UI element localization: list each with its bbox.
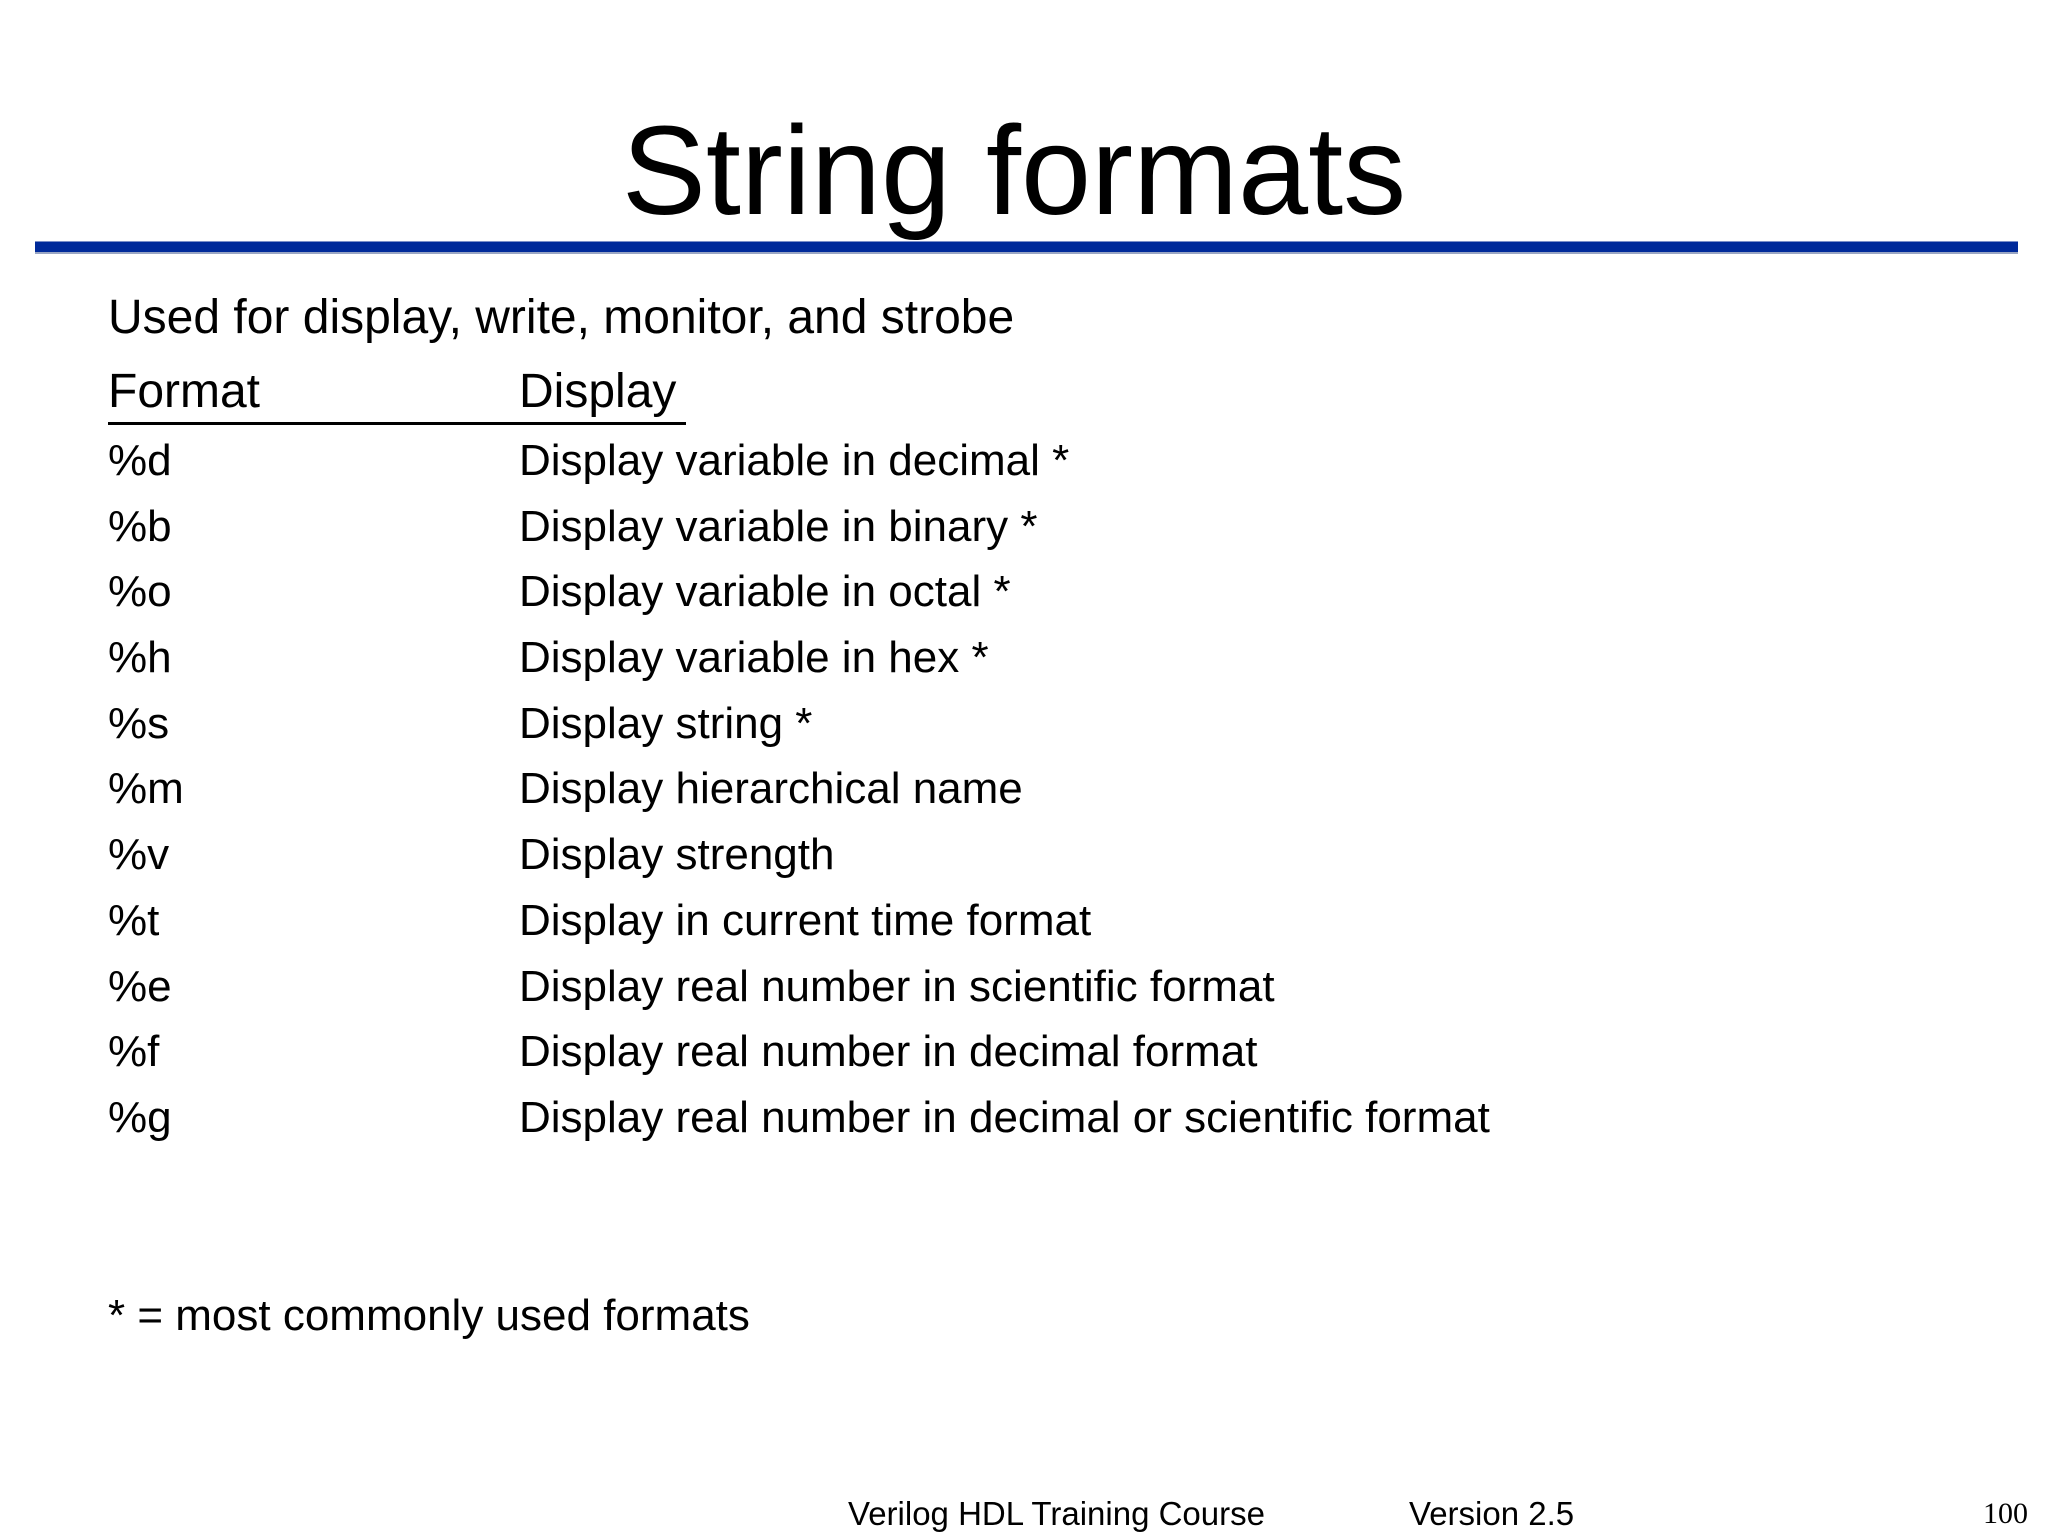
slide-title: String formats xyxy=(621,100,1407,241)
format-code: %t xyxy=(108,895,160,945)
header-display: Display xyxy=(519,365,677,418)
footer-version: Version 2.5 xyxy=(1409,1495,1575,1532)
format-description: Display variable in decimal * xyxy=(519,436,1070,485)
format-code: %d xyxy=(108,436,172,485)
page-number: 100 xyxy=(1983,1497,2028,1530)
format-code: %o xyxy=(108,567,172,617)
format-description: Display string * xyxy=(519,698,813,748)
format-description: Display variable in binary * xyxy=(519,501,1038,551)
header-format: Format xyxy=(108,365,261,418)
format-description: Display in current time format xyxy=(519,895,1092,945)
format-code: %f xyxy=(108,1027,160,1077)
format-code: %b xyxy=(108,501,172,551)
format-description: Display real number in decimal or scientific format xyxy=(519,1092,1490,1142)
format-description: Display strength xyxy=(519,830,835,880)
footnote: * = most commonly used formats xyxy=(108,1291,750,1340)
title-divider xyxy=(35,241,2018,254)
format-code: %m xyxy=(108,764,184,814)
format-description: Display hierarchical name xyxy=(519,764,1023,814)
format-code: %h xyxy=(108,633,172,683)
format-description: Display real number in decimal format xyxy=(519,1027,1258,1077)
format-description: Display real number in scientific format xyxy=(519,961,1275,1011)
format-code: %g xyxy=(108,1092,172,1142)
format-code: %e xyxy=(108,961,172,1011)
footer-course-title: Verilog HDL Training Course xyxy=(848,1495,1265,1532)
format-code: %v xyxy=(108,830,170,880)
table-header xyxy=(108,364,686,425)
format-description: Display variable in hex * xyxy=(519,633,989,683)
format-code: %s xyxy=(108,698,170,748)
format-description: Display variable in octal * xyxy=(519,567,1011,617)
slide-subtitle: Used for display, write, monitor, and strobe xyxy=(108,291,1015,344)
